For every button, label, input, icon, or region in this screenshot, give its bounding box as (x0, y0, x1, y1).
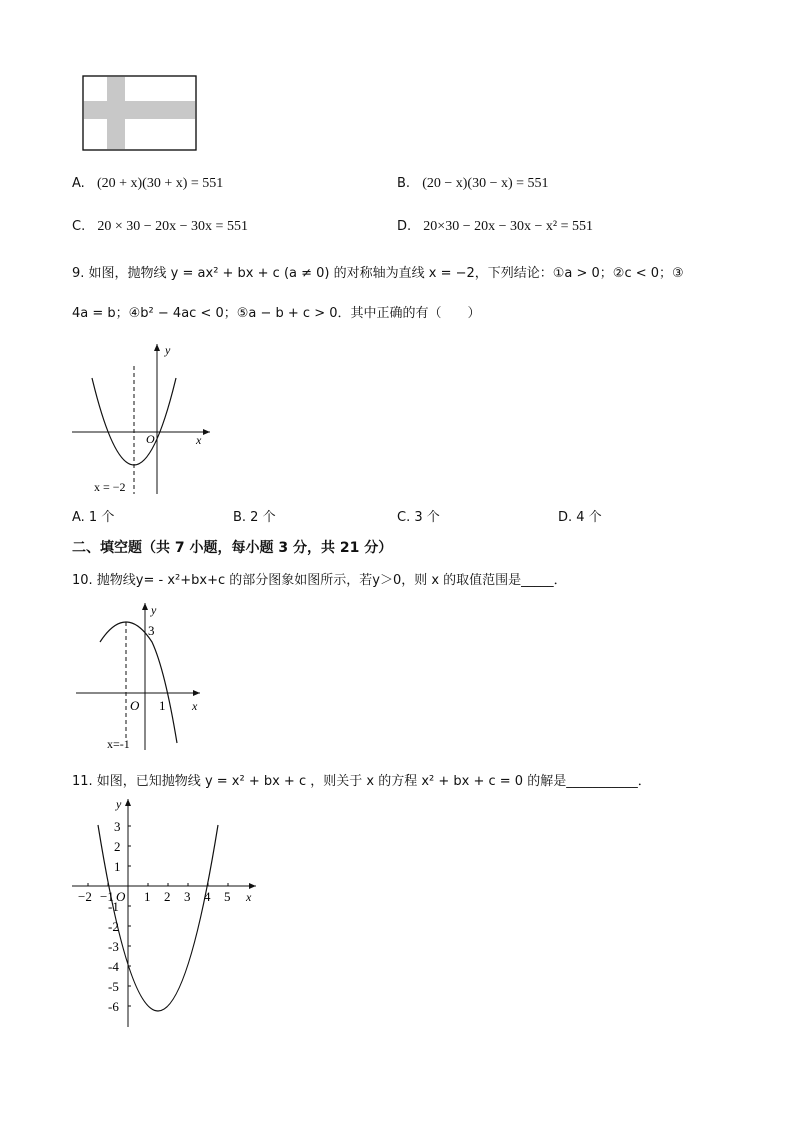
q10-origin-label: O (130, 698, 140, 713)
q11-y-tick-label: -6 (108, 999, 119, 1014)
q9-y-label: y (165, 343, 171, 357)
q9-symmetry-label: x = −2 (94, 480, 126, 494)
q11-parabola-figure (70, 795, 270, 1035)
q11-question: 11. 如图，已知抛物线 y = x² + bx + c ，则关于 x 的方程 x² + bx + c = 0 的解是___________． (72, 774, 651, 789)
q10-x-label: x (192, 699, 198, 713)
q9-option-c: C. 3 个 (397, 510, 440, 525)
q8-rectangle-figure (80, 74, 200, 154)
q10-y-intercept-label: 3 (148, 623, 155, 638)
section-2-heading: 二、填空题（共 7 小题，每小题 3 分，共 21 分） (72, 540, 393, 556)
q10-x-intercept-label: 1 (159, 698, 166, 713)
q8-option-a: A. (20 + x)(30 + x) = 551 (72, 176, 224, 191)
q11-x-tick-label: 4 (204, 889, 211, 904)
q9-origin-label: O (146, 432, 155, 446)
q9-option-a: A. 1 个 (72, 510, 115, 525)
q8-option-b: B. (20 − x)(30 − x) = 551 (397, 176, 549, 191)
q11-y-tick-label: -2 (108, 919, 119, 934)
q9-option-d: D. 4 个 (558, 510, 602, 525)
q11-x-tick-label: −2 (78, 889, 92, 904)
q11-x-tick-label: −1 (100, 889, 114, 904)
q11-y-label: y (116, 797, 122, 811)
q9-question-line2: 4a = b；④b² − 4ac < 0；⑤a − b + c > 0．其中正确的有（ ） (72, 306, 481, 321)
q10-question: 10. 抛物线y= - x²+bx+c 的部分图象如图所示，若y＞0，则 x 的取值范围是_____． (72, 573, 567, 588)
q11-y-tick-label: 2 (114, 839, 121, 854)
q11-y-tick-label: 3 (114, 819, 121, 834)
q11-y-tick-label: -1 (108, 899, 119, 914)
q9-parabola-figure (70, 340, 220, 500)
q11-y-tick-label: -3 (108, 939, 119, 954)
q11-x-tick-label: 5 (224, 889, 231, 904)
q11-x-tick-label: 2 (164, 889, 171, 904)
q11-x-tick-label: 1 (144, 889, 151, 904)
q10-y-label: y (151, 603, 157, 617)
q9-question-line1: 9. 如图，抛物线 y = ax² + bx + c (a ≠ 0) 的对称轴为直线 x = −2，下列结论：①a > 0；②c < 0；③ (72, 266, 684, 281)
q8-option-d: D. 20×30 − 20x − 30x − x² = 551 (397, 219, 593, 234)
q9-option-b: B. 2 个 (233, 510, 276, 525)
q8-option-c: C. 20 × 30 − 20x − 30x = 551 (72, 219, 248, 234)
q11-y-tick-label: 1 (114, 859, 121, 874)
q11-y-tick-label: -5 (108, 979, 119, 994)
q9-x-label: x (196, 433, 202, 447)
q10-symmetry-label: x=-1 (107, 737, 130, 751)
q10-parabola-figure (70, 598, 210, 753)
q11-x-tick-label: 3 (184, 889, 191, 904)
q11-origin-label: O (116, 889, 126, 904)
q11-x-label: x (246, 890, 252, 904)
q11-y-tick-label: -4 (108, 959, 119, 974)
